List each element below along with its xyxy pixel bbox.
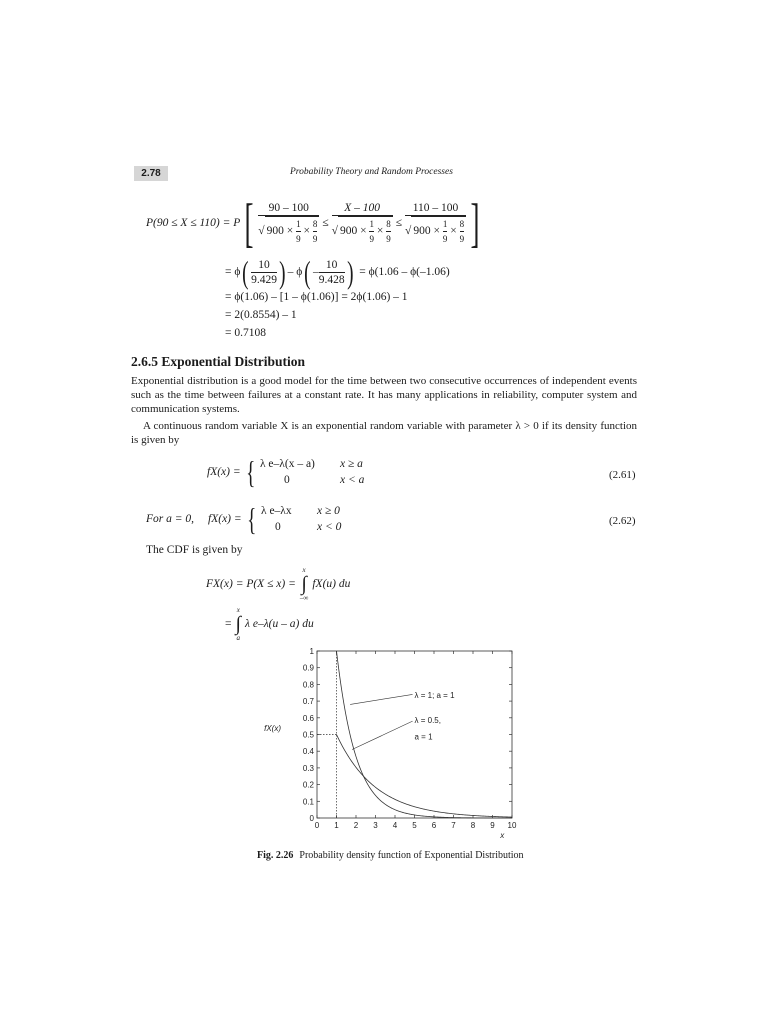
calc-line-2: = ϕ ( $\frac{10}{9.429}$ ) – ϕ ( – $\frac{10}{9.428}$ ) = ϕ(1.06 – ϕ(–1.06) (225, 254, 450, 290)
eq62-case2: 0 (275, 521, 281, 533)
figure-caption-label: Fig. 2.26 (257, 850, 294, 861)
y-tick-label: 0.9 (302, 663, 314, 673)
x-tick-label: 5 (412, 821, 417, 830)
paragraph-1: Exponential distribution is a good model for the time between two consecutive occurrences of independent events such as the time between failures at a constant rate. It has many applications in reliability, computer system and communication systems. (131, 375, 637, 415)
annotation-2a: λ = 0.5, (414, 715, 441, 725)
cdf-line2-eq: = (225, 618, 232, 630)
annotation-arrow-1 (350, 694, 412, 704)
y-tick-label: 0.2 (302, 780, 314, 790)
fraction-3-den: √ 900 × $\frac{1}{9}$ × $\frac{8}{9}$ (405, 215, 466, 246)
calc-line-3: = ϕ(1.06) – [1 – ϕ(1.06)] = 2ϕ(1.06) – 1 (225, 291, 408, 303)
x-axis-label: x (500, 831, 505, 840)
x-tick-label: 4 (392, 821, 398, 830)
left-bracket: [ (244, 193, 254, 253)
page-number: 2.78 (134, 166, 168, 181)
annotation-arrow-2 (352, 721, 412, 749)
x-tick-label: 0 (314, 821, 320, 830)
section-heading: 2.6.5 Exponential Distribution (131, 354, 306, 369)
cdf-intro: The CDF is given by (146, 544, 243, 556)
cdf-line1-lhs: FX(x) = P(X ≤ x) = (206, 578, 296, 590)
eq62-prefix: For a = 0, (146, 513, 195, 525)
fraction-1-num: 90 – 100 (268, 201, 309, 214)
figure-caption-text: Probability density function of Exponential Distribution (299, 850, 524, 861)
eq61-case2: 0 (283, 474, 290, 486)
figure-caption (257, 850, 524, 861)
calc-lhs: P(90 ≤ X ≤ 110) = P (146, 217, 241, 229)
eq61-lhs: fX(x) = (207, 466, 241, 478)
exp-pdf-chart (250, 645, 530, 845)
cdf-line-2 (225, 606, 314, 642)
eq62-cond1: x ≥ 0 (317, 505, 340, 517)
paragraph-2: A continuous random variable X is an exponential random variable with parameter λ > 0 if its density function is given by (131, 420, 637, 446)
x-tick-label: 3 (373, 821, 378, 830)
x-tick-label: 1 (334, 821, 339, 830)
calc-line-2-eq: = ϕ (225, 266, 241, 278)
fraction-2-den: √ 900 × $\frac{1}{9}$ × $\frac{8}{9}$ (332, 215, 393, 246)
cdf-line1-integrand: fX(u) du (312, 578, 351, 590)
y-tick-label: 0.6 (302, 713, 314, 723)
calc-line-4: = 2(0.8554) – 1 (225, 309, 297, 321)
calc-line-1 (146, 193, 484, 253)
y-tick-label: 0 (309, 814, 314, 823)
calc-line-5: = 0.7108 (225, 327, 266, 339)
x-tick-label: 8 (470, 821, 476, 830)
eq61-cond1: x ≥ a (339, 458, 363, 470)
calc-line-2-frac-b: $\frac{10}{9.428}$ (318, 258, 345, 286)
y-tick-label: 0.7 (302, 697, 314, 707)
annotation-1: λ = 1; a = 1 (414, 690, 455, 700)
y-tick-label: 0.1 (302, 797, 314, 807)
integral-2: x ∫ a (235, 606, 241, 642)
x-tick-label: 9 (490, 821, 495, 830)
eq61-number: (2.61) (609, 469, 636, 481)
y-tick-label: 1 (309, 647, 314, 656)
cdf-line2-integrand: λ e–λ(u – a) du (244, 618, 314, 630)
leq-1: ≤ (322, 217, 329, 229)
fraction-2-num: X – 100 (344, 201, 381, 214)
y-tick-label: 0.4 (302, 747, 314, 757)
running-title: Probability Theory and Random Processes (290, 167, 453, 177)
eq62-cond2: x < 0 (317, 521, 342, 533)
calc-line-2-minus: – ϕ (287, 266, 303, 278)
leq-2: ≤ (395, 217, 402, 229)
eq62-case1: λ e–λx (261, 505, 292, 517)
eq61-cases (260, 458, 390, 486)
x-tick-label: 6 (431, 821, 437, 830)
eq62-number: (2.62) (609, 515, 636, 527)
fraction-1 (258, 201, 319, 246)
right-bracket: ] (470, 193, 480, 253)
eq61-case1: λ e–λ(x – a) (259, 458, 315, 470)
calc-line-2-frac-a: $\frac{10}{9.429}$ (251, 258, 277, 286)
x-tick-label: 7 (451, 821, 456, 830)
annotation-2b: a = 1 (414, 732, 433, 742)
fraction-3-num: 110 – 100 (412, 201, 459, 214)
y-axis-label: fX(x) (264, 724, 281, 734)
eq62-lhs: fX(x) = (208, 513, 242, 525)
y-tick-label: 0.8 (302, 680, 314, 690)
fraction-3 (405, 201, 466, 246)
series-line-2 (337, 732, 513, 818)
fraction-2 (332, 201, 393, 246)
fraction-1-den: √ 900 × $\frac{1}{9}$ × $\frac{8}{9}$ (258, 215, 319, 246)
equation-2-61: fX(x) = { λ e–λ(x – a) x ≥ a 0 x < a (207, 456, 390, 488)
integral-1: x ∫ –∞ (299, 566, 309, 602)
y-tick-label: 0.5 (302, 730, 314, 740)
eq61-cond2: x < a (339, 474, 365, 486)
calc-line-2-rhs: = ϕ(1.06 – ϕ(–1.06) (359, 266, 450, 278)
cdf-line-1 (206, 566, 350, 602)
x-tick-label: 10 (507, 821, 517, 830)
y-tick-label: 0.3 (302, 763, 314, 773)
eq62-cases (261, 505, 367, 533)
x-tick-label: 2 (353, 821, 359, 830)
equation-2-62: For a = 0, fX(x) = { λ e–λx x ≥ 0 0 x < 0 (146, 503, 367, 535)
